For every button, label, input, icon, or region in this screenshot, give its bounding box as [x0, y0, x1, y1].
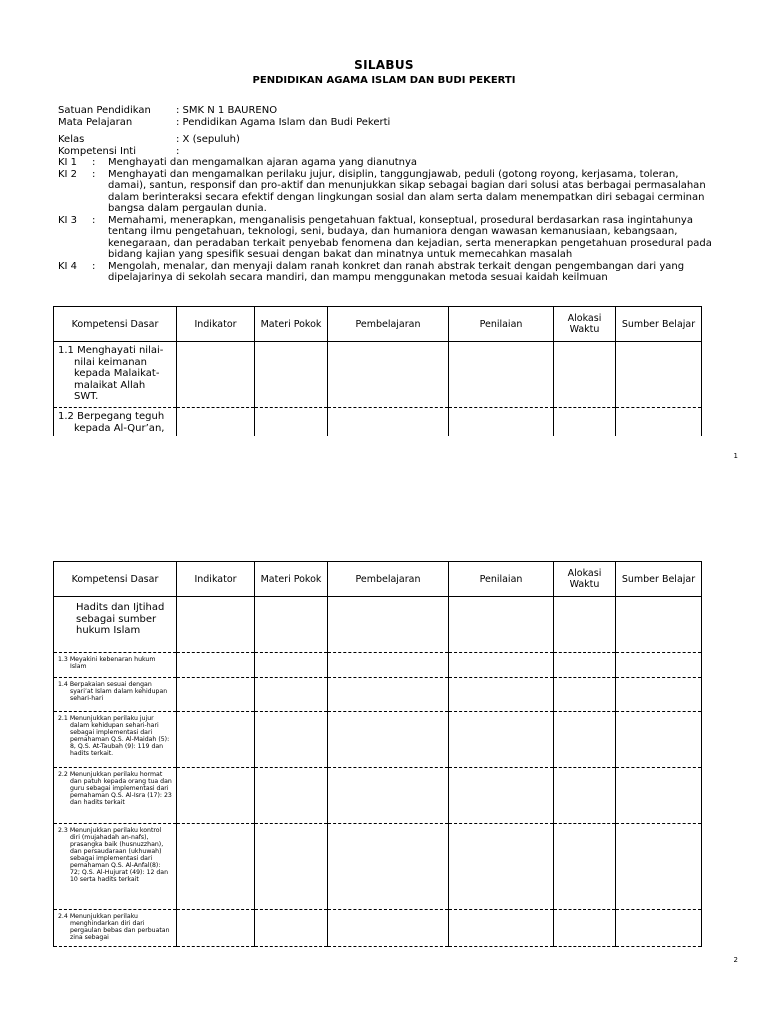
- table-row: [54, 712, 702, 768]
- alokasi-cell: [554, 597, 616, 653]
- alokasi-cell: [554, 678, 616, 712]
- indikator-cell: [177, 597, 255, 653]
- penilaian-cell: [449, 712, 554, 768]
- kd-cell: [54, 768, 177, 824]
- kd-cell: [54, 678, 177, 712]
- penilaian-cell: [449, 653, 554, 678]
- kd-number: 2.2: [58, 771, 68, 778]
- kd-description: Menunjukkan perilaku hormat dan patuh kepada orang tua dan guru sebagai implementasi dari pemahaman Q.S. Al-Isra (17): 23 dan hadits terkait: [69, 771, 172, 806]
- table-row: [54, 678, 702, 712]
- alokasi-cell: [554, 910, 616, 947]
- materi-cell: [255, 342, 328, 408]
- kd-number: 2.4: [58, 913, 68, 920]
- ki-code: KI 1: [58, 157, 78, 168]
- col-header-penilaian: Penilaian: [449, 307, 554, 342]
- page-number: 2: [733, 956, 738, 964]
- kd-cell: [54, 824, 177, 910]
- table-row: [54, 768, 702, 824]
- page-1: [0, 0, 768, 470]
- col-header-alokasi-waktu: Alokasi Waktu: [554, 562, 616, 597]
- indikator-cell: [177, 712, 255, 768]
- table-header-row: [54, 562, 702, 597]
- kd-description: Menghayati nilai-nilai keimanan kepada Malaikat-malaikat Allah SWT.: [74, 345, 164, 402]
- col-header-penilaian: Penilaian: [449, 562, 554, 597]
- meta-value: : SMK N 1 BAURENO: [176, 105, 278, 116]
- ki-colon: :: [92, 157, 96, 168]
- ki-item: [58, 157, 718, 169]
- penilaian-cell: [449, 824, 554, 910]
- table-row: [54, 653, 702, 678]
- kd-description: Berpakaian sesuai dengan syari’at Islam dalam kehidupan sehari-hari: [69, 681, 168, 702]
- indikator-cell: [177, 824, 255, 910]
- meta-block-top: [58, 105, 390, 128]
- pembelajaran-cell: [328, 910, 449, 947]
- page-2: [0, 500, 768, 1020]
- alokasi-cell: [554, 712, 616, 768]
- sumber-cell: [616, 342, 702, 408]
- indikator-cell: [177, 342, 255, 408]
- kd-description: Menunjukkan perilaku jujur dalam kehidupan sehari-hari sebagai implementasi dari pemahaman Q.S. Al-Maidah (5): 8, Q.S. At-Taubah (9): 119 dan hadits terkait.: [69, 715, 170, 757]
- col-header-sumber-belajar: Sumber Belajar: [616, 562, 702, 597]
- meta-row-mapel: [58, 117, 390, 129]
- col-header-sumber-belajar: Sumber Belajar: [616, 307, 702, 342]
- ki-item: [58, 261, 718, 284]
- meta-value: : Pendidikan Agama Islam dan Budi Pekerti: [176, 116, 391, 128]
- indikator-cell: [177, 678, 255, 712]
- penilaian-cell: [449, 408, 554, 436]
- meta-label: Satuan Pendidikan: [58, 105, 151, 116]
- meta-value: : X (sepuluh): [176, 134, 240, 145]
- materi-cell: [255, 597, 328, 653]
- kd-number: 2.3: [58, 827, 68, 834]
- col-header-alokasi-waktu: Alokasi Waktu: [554, 307, 616, 342]
- kd-description: Meyakini kebenaran hukum Islam: [69, 656, 156, 670]
- ki-item: [58, 169, 718, 215]
- kd-number: 1.3: [58, 656, 68, 663]
- alokasi-cell: [554, 768, 616, 824]
- col-header-indikator: Indikator: [177, 307, 255, 342]
- kd-cell: [54, 712, 177, 768]
- kd-text: [58, 411, 172, 435]
- sumber-cell: [616, 910, 702, 947]
- sumber-cell: [616, 678, 702, 712]
- meta-value: :: [176, 145, 180, 157]
- alokasi-cell: [554, 408, 616, 436]
- sumber-cell: [616, 712, 702, 768]
- materi-cell: [255, 678, 328, 712]
- materi-cell: [255, 408, 328, 436]
- pembelajaran-cell: [328, 408, 449, 436]
- penilaian-cell: [449, 597, 554, 653]
- col-header-kompetensi-dasar: Kompetensi Dasar: [54, 562, 177, 597]
- kd-cell: [54, 408, 177, 436]
- meta-row-kelas: [58, 134, 240, 146]
- kd-text: [58, 345, 172, 403]
- penilaian-cell: [449, 910, 554, 947]
- kd-description: Berpegang teguh kepada Al-Qur’an,: [74, 411, 165, 434]
- table-header-row: [54, 307, 702, 342]
- silabus-table-page-2: [53, 561, 702, 947]
- page-number: 1: [733, 452, 738, 460]
- col-header-pembelajaran: Pembelajaran: [328, 307, 449, 342]
- materi-cell: [255, 768, 328, 824]
- meta-block-bottom: [58, 134, 240, 157]
- ki-colon: :: [92, 168, 96, 180]
- indikator-cell: [177, 408, 255, 436]
- kd-cell: [54, 342, 177, 408]
- table-row: [54, 597, 702, 653]
- col-header-indikator: Indikator: [177, 562, 255, 597]
- table-row: [54, 910, 702, 947]
- alokasi-cell: [554, 824, 616, 910]
- kd-number: 1.1: [58, 345, 74, 356]
- table-row: [54, 408, 702, 436]
- pembelajaran-cell: [328, 712, 449, 768]
- alokasi-cell: [554, 342, 616, 408]
- document-subtitle: PENDIDIKAN AGAMA ISLAM DAN BUDI PEKERTI: [252, 75, 516, 86]
- pembelajaran-cell: [328, 653, 449, 678]
- document-title: SILABUS: [354, 58, 414, 72]
- kd-number: 2.1: [58, 715, 68, 722]
- penilaian-cell: [449, 768, 554, 824]
- ki-item: [58, 215, 718, 261]
- meta-label: Kompetensi Inti: [58, 145, 136, 157]
- ki-text: Mengolah, menalar, dan menyaji dalam ranah konkret dan ranah abstrak terkait dengan pengembangan dari yang dipelajarinya di sekolah secara mandiri, dan mampu menggunakan metoda sesuai kaidah keilmuan: [108, 260, 685, 283]
- meta-label: Kelas: [58, 134, 85, 145]
- ki-text: Menghayati dan mengamalkan ajaran agama yang dianutnya: [108, 157, 418, 168]
- ki-text: Menghayati dan mengamalkan perilaku jujur, disiplin, tanggungjawab, peduli (gotong royong, kerjasama, toleran, damai), santun, responsif dan pro-aktif dan menunjukkan sikap sebagai bagian dari solusi atas berbagai permasalahan dalam berinteraksi secara efektif dengan lingkungan sosial dan alam serta dalam menempatkan diri sebagai cerminan bangsa dalam pergaulan dunia.: [108, 168, 706, 214]
- penilaian-cell: [449, 342, 554, 408]
- kd-cell: [54, 910, 177, 947]
- silabus-table-page-1: [53, 306, 702, 436]
- col-header-pembelajaran: Pembelajaran: [328, 562, 449, 597]
- kd-cell: [54, 597, 177, 653]
- alokasi-cell: [554, 653, 616, 678]
- ki-colon: :: [92, 214, 96, 226]
- sumber-cell: [616, 597, 702, 653]
- meta-row-satuan: [58, 105, 390, 117]
- table-row: [54, 824, 702, 910]
- sumber-cell: [616, 824, 702, 910]
- ki-text: Memahami, menerapkan, menganalisis pengetahuan faktual, konseptual, prosedural berdasarkan rasa ingintahunya tentang ilmu pengetahuan, teknologi, seni, budaya, dan humaniora dengan wawasan kemanusiaan, kebangsaan, kenegaraan, dan peradaban terkait penyebab fenomena dan kejadian, serta menerapkan pengetahuan prosedural pada bidang kajian yang spesifik sesuai dengan bakat dan minatnya untuk memecahkan masalah: [108, 214, 712, 260]
- pembelajaran-cell: [328, 342, 449, 408]
- indikator-cell: [177, 653, 255, 678]
- pembelajaran-cell: [328, 768, 449, 824]
- meta-row-ki: [58, 146, 240, 158]
- indikator-cell: [177, 768, 255, 824]
- kd-description: Menunjukkan perilaku menghindarkan diri dari pergaulan bebas dan perbuatan zina sebagai: [69, 913, 170, 941]
- ki-code: KI 3: [58, 214, 78, 226]
- indikator-cell: [177, 910, 255, 947]
- kd-description: Hadits dan Ijtihad sebagai sumber hukum Islam: [76, 602, 165, 636]
- sumber-cell: [616, 653, 702, 678]
- pembelajaran-cell: [328, 597, 449, 653]
- col-header-materi-pokok: Materi Pokok: [255, 562, 328, 597]
- sumber-cell: [616, 408, 702, 436]
- table-row: [54, 342, 702, 408]
- ki-colon: :: [92, 260, 96, 272]
- penilaian-cell: [449, 678, 554, 712]
- kd-number: 1.4: [58, 681, 68, 688]
- kompetensi-inti-list: [58, 157, 718, 284]
- materi-cell: [255, 824, 328, 910]
- col-header-kompetensi-dasar: Kompetensi Dasar: [54, 307, 177, 342]
- ki-code: KI 4: [58, 260, 78, 272]
- col-header-materi-pokok: Materi Pokok: [255, 307, 328, 342]
- materi-cell: [255, 910, 328, 947]
- materi-cell: [255, 653, 328, 678]
- kd-description: Menunjukkan perilaku kontrol diri (mujahadah an-nafs), prasangka baik (husnuzzhan), dan persaudaraan (ukhuwah) sebagai implementasi dari pemahaman Q.S. Al-Anfal(8): 72; Q.S. Al-Hujurat (49): 12 dan 10 serta hadits terkait: [69, 827, 168, 883]
- ki-code: KI 2: [58, 168, 78, 180]
- meta-label: Mata Pelajaran: [58, 116, 133, 128]
- kd-cell: [54, 653, 177, 678]
- pembelajaran-cell: [328, 678, 449, 712]
- materi-cell: [255, 712, 328, 768]
- sumber-cell: [616, 768, 702, 824]
- pembelajaran-cell: [328, 824, 449, 910]
- kd-number: 1.2: [58, 411, 74, 422]
